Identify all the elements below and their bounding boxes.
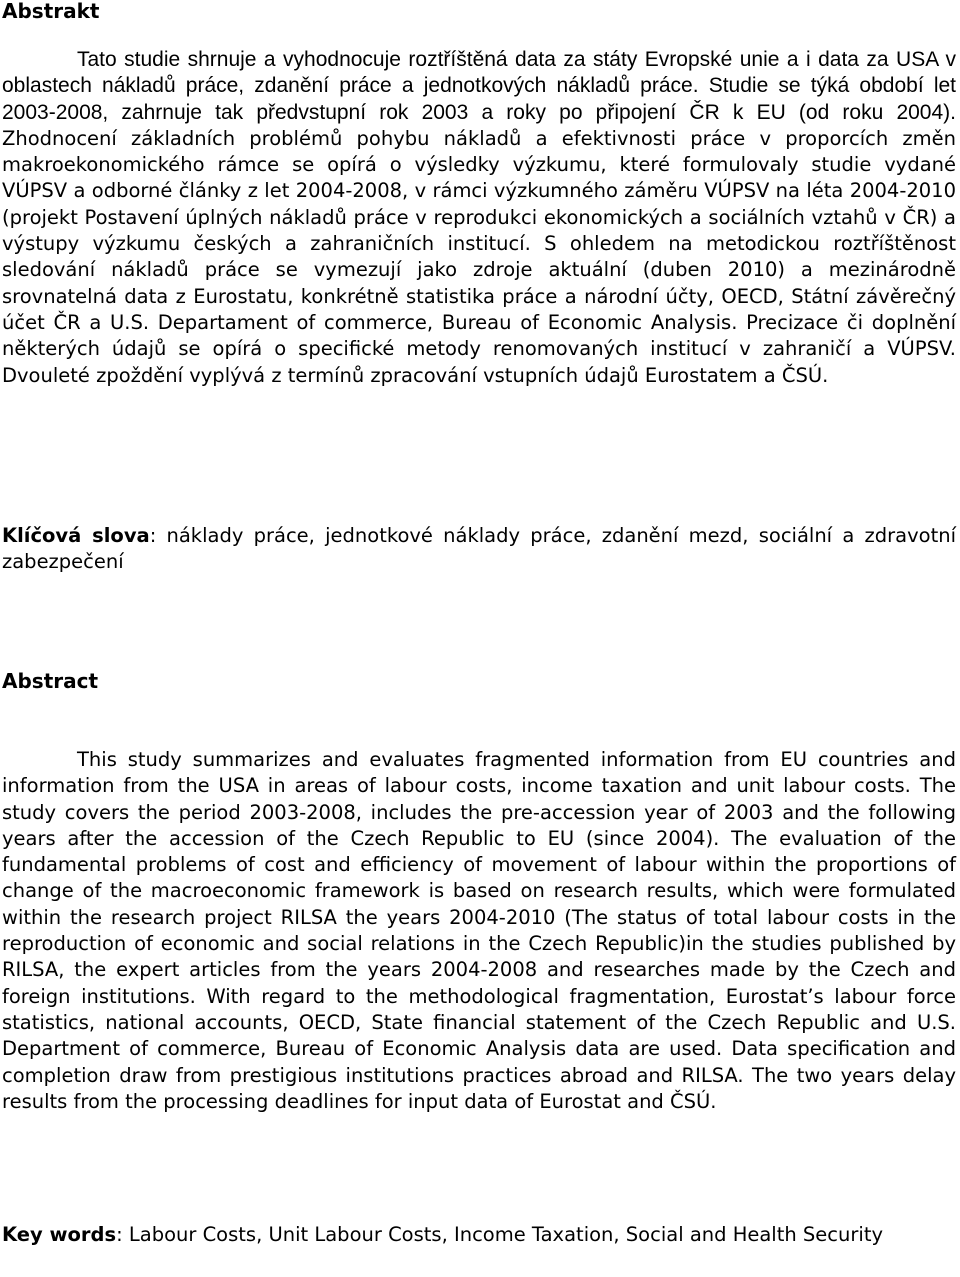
czech-keywords-list: náklady práce, jednotkové náklady práce, zdanění mezd, sociální a zdravotní zabezpečení xyxy=(2,524,956,574)
czech-keywords-separator: : xyxy=(149,524,167,547)
english-abstract-heading: Abstract xyxy=(2,669,99,693)
english-abstract-paragraph: This study summarizes and evaluates fragmented information from EU countries and information from the USA in areas of labour costs, income taxation and unit labour costs. The study covers the period 2003-2008, includes the pre-accession year of 2003 and the following years after the accession of the Czech Republic to EU (since 2004). The evaluation of the fundamental problems of cost and efficiency of movement of labour within the proportions of change of the macroeconomic framework is based on research results, which were formulated within the research project RILSA the years 2004-2010 (The status of total labour costs in the reproduction of economic and social relations in the Czech Republic)in the studies published by RILSA, the expert articles from the years 2004-2008 and researches made by the Czech and foreign institutions. With regard to the methodological fragmentation, Eurostat’s labour force statistics, national accounts, OECD, State financial statement of the Czech Republic and U.S. Department of commerce, Bureau of Economic Analysis data are used. Data specification and completion draw from prestigious institutions practices abroad and RILSA. The two years delay results from the processing deadlines for input data of Eurostat and ČSÚ. xyxy=(2,748,956,1113)
english-keywords xyxy=(2,1222,956,1248)
english-keywords-separator: : xyxy=(116,1223,129,1246)
czech-keywords-label: Klíčová slova xyxy=(2,524,150,547)
czech-abstract-text-part2: Zhodnocení základních problémů pohybu nákladů a efektivnosti práce v proporcích změn makroekonomického rámce se opírá o výsledky výzkumu, které formulovaly studie vydané VÚPSV a odborné články z let 2004-2008, v rámci výzkumného záměru VÚPSV na léta 2004-2010 (projekt Postavení úplných nákladů práce v reprodukci ekonomických a sociálních vztahů v ČR) a výstupy výzkumu českých a zahraničních institucí. S ohledem na metodickou roztříštěnost sledování nákladů práce se vymezují jako zdroje aktuální (duben 2010) a mezinárodně srovnatelná data z Eurostatu, konkrétně statistika práce a národní účty, OECD, Státní závěrečný účet ČR a U.S. Departament of commerce, Bureau of Economic Analysis. Precizace či doplnění některých údajů se opírá o specifické metody renomovaných institucí v zahraničí a VÚPSV. Dvouleté zpoždění vyplývá z termínů zpracování vstupních údajů Eurostatem a ČSÚ. xyxy=(2,126,956,387)
czech-abstract-text-part1: Tato studie shrnuje a vyhodnocuje roztříštěná data za státy Evropské unie a i data za USA v oblastech nákladů práce, zdanění práce a jednotkových nákladů práce. Studie se týká období let 2003-2008, zahrnuje tak předvstupní rok 2003 a roky po připojení ČR k EU (od roku 2004). xyxy=(2,48,956,124)
czech-keywords xyxy=(2,523,956,576)
czech-abstract-paragraph xyxy=(2,47,956,389)
czech-abstract-heading: Abstrakt xyxy=(2,0,100,23)
english-keywords-label: Key words xyxy=(2,1223,117,1246)
english-keywords-list: Labour Costs, Unit Labour Costs, Income Taxation, Social and Health Security xyxy=(128,1223,884,1246)
